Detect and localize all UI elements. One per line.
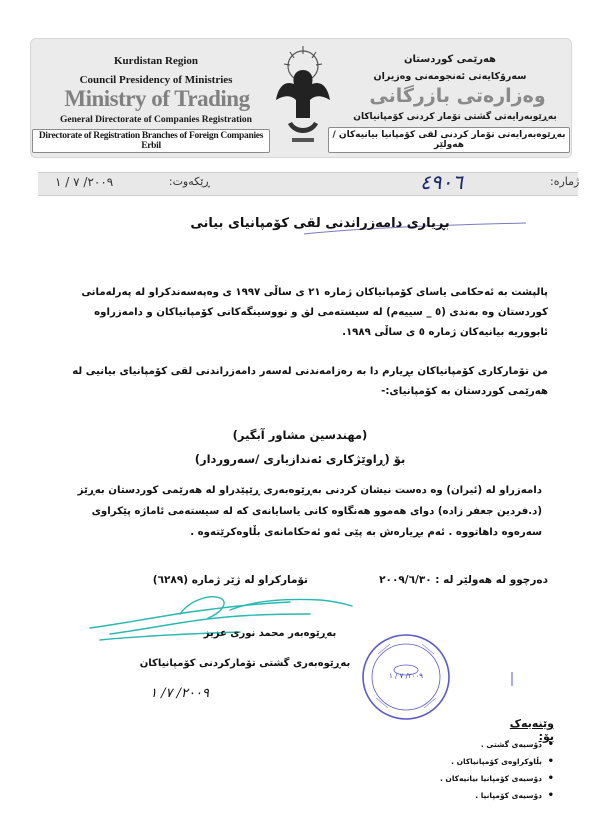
kurdish-region-title: هەرێمی کوردستان [404,54,496,65]
copies-heading: وێنەیەک بۆ: [509,717,554,743]
decision-paragraph: من تۆمارکاری کۆمپانیاکان بڕیارم دا بە رەزامەندنی لەسەر دامەزراندنی لقی کۆمپانیای بیانیی لە هەرێمی کوردستان بە کۆمپانیای:- [72,366,548,397]
list-item: • دۆسیەی کۆمپانیا . [420,787,554,804]
legal-basis-paragraph: پالپشت بە ئەحکامی یاسای کۆمپانیاکان ژمارە ٢١ ی ساڵی ١٩٩٧ ی وەپەسەندکراو لە پەرلەمانی کوردستان وە بەندی (٥ _ سییەم) لە سیستەمی لق و نووسینگەکانی کۆمپانیاکان و دامەزراوە ئابووریە بیانیەکان ژمارە ٥ ی ساڵی ١٩٨٩. [81,287,548,338]
registration-number: تۆمارکراو لە ژێر ژمارە (٦٢٨٩) [152,574,308,586]
company-name: (مهندسین مشاور آبگیر) [232,428,368,442]
handwritten-date: ٢٠٠٩/ ٧/ ١ [150,686,209,701]
stamp-date-value: ٢٠٠٩/ ٧ / ١ [389,672,423,680]
document-number-label: ژمارە: [550,175,580,188]
document-number-value: ٤٩٠٦ [420,170,463,194]
issued-date: دەرچوو لە هەولێر لە : ٢٠٠٩/٦/٣٠ [379,574,548,586]
signatory-name: بەڕێوەبەر محمد نوری عزیز [203,628,337,639]
company-activity: بۆ (ڕاوێژکاری ئەندازیاری /سەروردار) [194,452,406,466]
kurdish-general-directorate: بەڕێوبەرایەتی گشتی تۆمار کردنی کۆمپانیاکان [353,112,557,122]
document-date-label: ڕێکەوت: [168,175,210,188]
pen-mark-stroke [510,672,514,686]
english-council-title: Council Presidency of Ministries [79,74,233,86]
copies-list [420,736,554,804]
signatory-title: بەڕێوەبەری گشتی تۆمارکردنی کۆمپانیاکان [139,658,351,669]
list-item: • دۆسیەی گشتی . [420,736,554,753]
kurdish-directorate-box: بەڕێوەبەرایەتی تۆمار کردنی لقی کۆمپانیا بیانیەکان / هەولێر [328,127,570,153]
list-item: • دۆسیەی کۆمپانیا بیانیەکان . [420,770,554,787]
english-general-directorate: General Directorate of Companies Registration [60,115,252,125]
kurdish-council-title: سەرۆکایەتی ئەنجومەنی وەزیران [373,71,527,82]
english-region-title: Kurdistan Region [113,55,199,67]
details-paragraph: دامەزراو لە (ئیران) وە دەست نیشان کردنی بەڕێوەبەری ڕێپێدراو لە هەرێمی کوردستان بەڕێز (د.فردین جعفر زادە) دواى ھەموو ھەنگاوە کانی یاسایانەی که لە سیستەمی ئاماژە پێکراوی سەرەوە داهاتووە . ئەم بڕیارەش بە پێی ئەو ئەحکامانەی بڵاوەکرێتەوە . [77,485,542,538]
document-subject: بڕیاری دامەزراندنی لقی کۆمپانیای بیانی [190,216,450,231]
list-item: • بڵاوکراوەی کۆمپانیاکان . [420,753,554,770]
english-ministry-title: Ministry of Trading [64,86,250,111]
kurdish-ministry-title: وەزارەتی بازرگانی [369,85,546,107]
english-directorate-box: Directorate of Registration Branches of Foreign Companies Erbil [32,129,270,153]
document-date-value: ٢٠٠٩/ ٧ / ١ [55,175,114,189]
